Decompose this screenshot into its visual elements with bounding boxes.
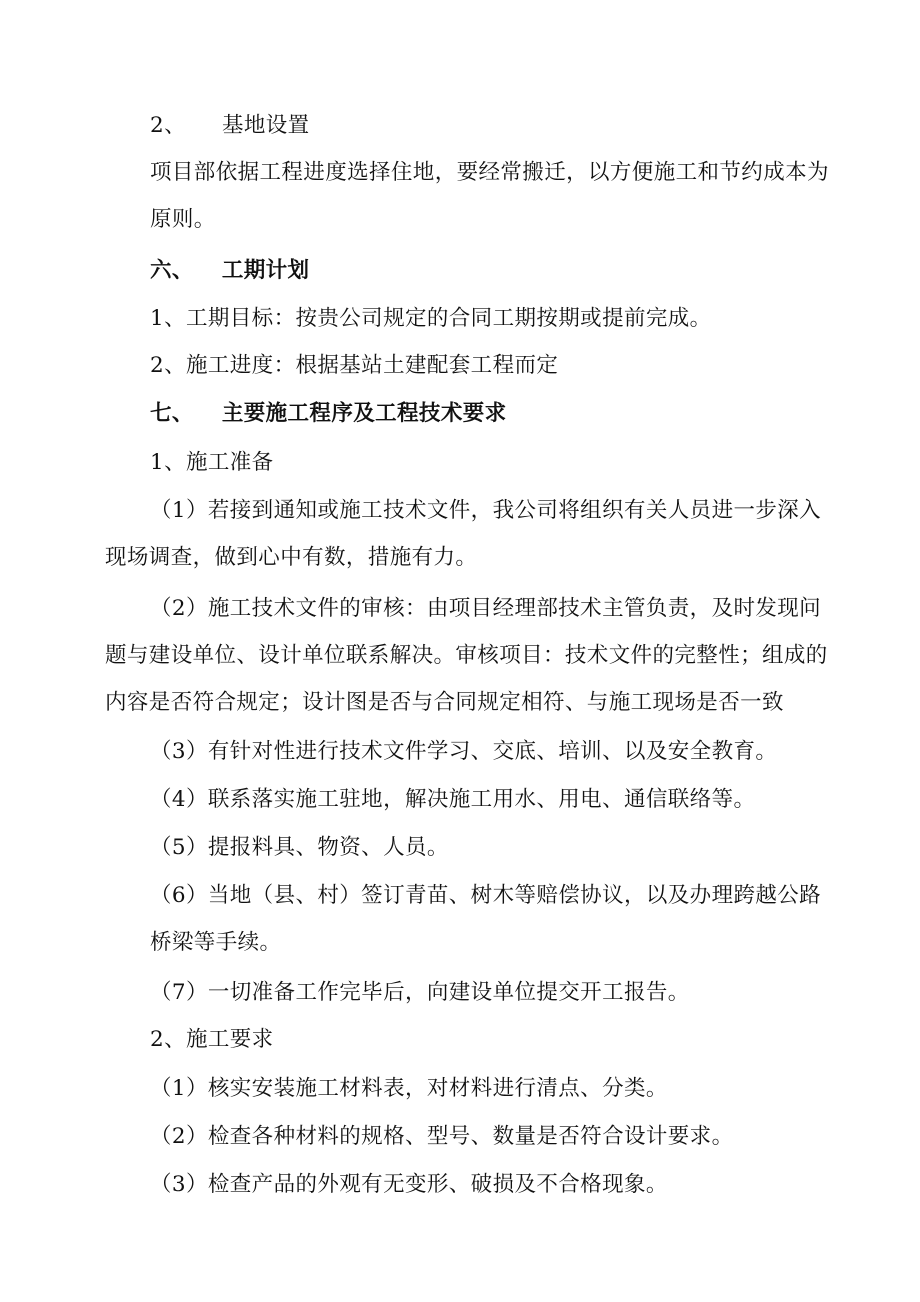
list-item-continuation: 现场调查，做到心中有数，措施有力。 (105, 545, 478, 570)
paragraph-line: 项目部依据工程进度选择住地，要经常搬迁，以方便施工和节约成本为 (150, 160, 829, 185)
paragraph-line: 1、工期目标：按贵公司规定的合同工期按期或提前完成。 (150, 306, 712, 331)
list-item-continuation: 桥梁等手续。 (150, 930, 282, 955)
subsection-title: 基地设置 (221, 113, 310, 138)
paragraph-line: 原则。 (150, 207, 216, 232)
section-heading-schedule (150, 256, 309, 286)
subsection-heading: 2、施工要求 (150, 1027, 274, 1052)
list-item-line: （1）核实安装施工材料表，对材料进行清点、分类。 (150, 1076, 668, 1101)
list-item-line: （3）有针对性进行技术文件学习、交底、培训、以及安全教育。 (150, 739, 778, 764)
subsection-heading: 1、施工准备 (150, 450, 274, 475)
section-number: 七、 (150, 401, 194, 426)
paragraph-line: 2、施工进度：根据基站土建配套工程而定 (150, 353, 559, 378)
section-heading-procedures (150, 399, 507, 429)
subsection-heading-base-setup (150, 111, 310, 141)
section-title: 主要施工程序及工程技术要求 (221, 401, 507, 426)
list-item-line: （5）提报料具、物资、人员。 (150, 835, 449, 860)
list-item-line: （7）一切准备工作完毕后，向建设单位提交开工报告。 (150, 980, 690, 1005)
list-item-line: （2）施工技术文件的审核：由项目经理部技术主管负责，及时发现问 (150, 596, 822, 621)
list-item-continuation: 内容是否符合规定；设计图是否与合同规定相符、与施工现场是否一致 (105, 690, 784, 715)
list-item-line: （2）检查各种材料的规格、型号、数量是否符合设计要求。 (150, 1124, 734, 1149)
section-number: 六、 (150, 258, 194, 283)
list-item-continuation: 题与建设单位、设计单位联系解决。审核项目：技术文件的完整性；组成的 (105, 643, 828, 668)
list-item-line: （6）当地（县、村）签订青苗、树木等赔偿协议，以及办理跨越公路 (150, 883, 822, 908)
list-item-line: （3）检查产品的外观有无变形、破损及不合格现象。 (150, 1172, 668, 1197)
section-title: 工期计划 (221, 258, 310, 283)
list-item-line: （1）若接到通知或施工技术文件，我公司将组织有关人员进一步深入 (150, 498, 822, 523)
list-item-line: （4）联系落实施工驻地，解决施工用水、用电、通信联络等。 (150, 787, 756, 812)
subsection-number: 2、 (150, 113, 186, 138)
